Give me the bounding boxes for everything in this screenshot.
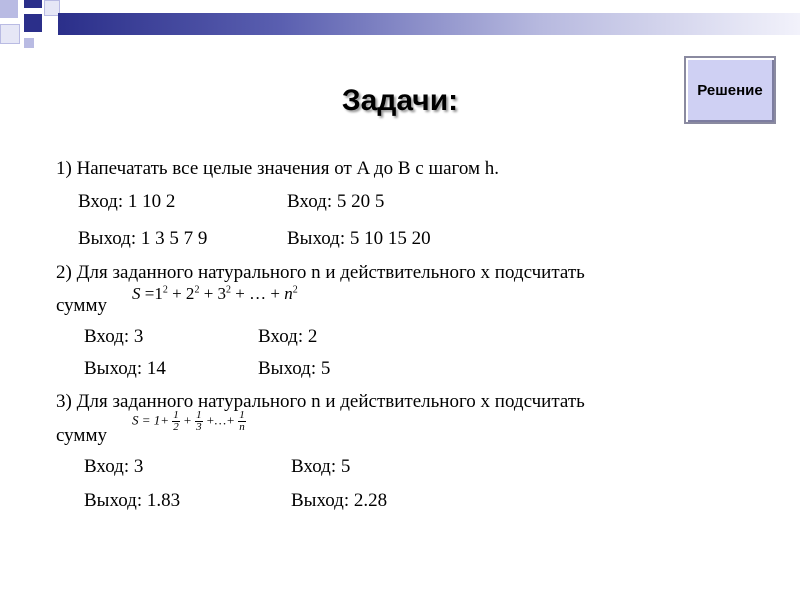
formula-exp: 2 <box>162 284 168 296</box>
formula-dots: + … + <box>235 284 280 303</box>
header-bar <box>58 13 800 35</box>
formula-term1: 1 <box>154 284 163 303</box>
solution-button[interactable]: Решение <box>684 56 776 124</box>
task3-example2-output: Выход: 2.28 <box>291 490 388 511</box>
header-square <box>24 38 34 48</box>
task3-example1-input: Вход: 3 <box>84 456 144 477</box>
page-title: Задачи: <box>341 84 459 117</box>
formula-term3: + 3 <box>203 284 227 303</box>
formula-term2: + 2 <box>172 284 195 303</box>
formula-fraction <box>238 410 246 433</box>
task3-text-line1: 3) Для заданного натурального n и действительного x подсчитать <box>56 391 585 412</box>
formula-dots: +…+ <box>205 412 235 428</box>
formula-lhs: S <box>132 284 141 303</box>
header-square <box>0 24 20 44</box>
formula-start: S = 1+ <box>132 412 170 428</box>
header-square <box>0 0 18 18</box>
task3-sum-formula <box>132 410 246 433</box>
task2-example2-output: Выход: 5 <box>258 358 331 379</box>
fraction-numerator: 1 <box>173 409 179 421</box>
formula-exp: 2 <box>194 284 200 296</box>
fraction-numerator: 1 <box>196 409 202 421</box>
task1-example1-output: Выход: 1 3 5 7 9 <box>78 228 208 249</box>
task3-example1-output: Выход: 1.83 <box>84 490 181 511</box>
fraction-denominator: 2 <box>173 421 179 433</box>
fraction-denominator: 3 <box>196 421 202 433</box>
task2-text-line1: 2) Для заданного натурального n и действительного x подсчитать <box>56 262 585 283</box>
formula-exp: 2 <box>226 284 232 296</box>
header-square <box>24 0 42 8</box>
task3-example2-input: Вход: 5 <box>291 456 351 477</box>
header-square <box>24 14 42 32</box>
task3-text-line2: сумму <box>56 425 107 446</box>
task2-example2-input: Вход: 2 <box>258 326 318 347</box>
formula-eq: = <box>144 284 155 303</box>
task1-example2-input: Вход: 5 20 5 <box>287 191 385 212</box>
task1-example2-output: Выход: 5 10 15 20 <box>287 228 431 249</box>
formula-plus: + <box>183 412 192 428</box>
task2-text-line2: сумму <box>56 295 107 316</box>
formula-fraction <box>195 410 203 433</box>
task2-sum-formula <box>132 284 298 304</box>
task2-example1-input: Вход: 3 <box>84 326 144 347</box>
task1-example1-input: Вход: 1 10 2 <box>78 191 176 212</box>
fraction-denominator: n <box>239 421 245 433</box>
task2-example1-output: Выход: 14 <box>84 358 166 379</box>
formula-termn: n <box>284 284 293 303</box>
fraction-numerator: 1 <box>239 409 245 421</box>
task1-text: 1) Напечатать все целые значения от A до B с шагом h. <box>56 158 499 179</box>
formula-fraction <box>172 410 180 433</box>
formula-exp: 2 <box>292 284 298 296</box>
